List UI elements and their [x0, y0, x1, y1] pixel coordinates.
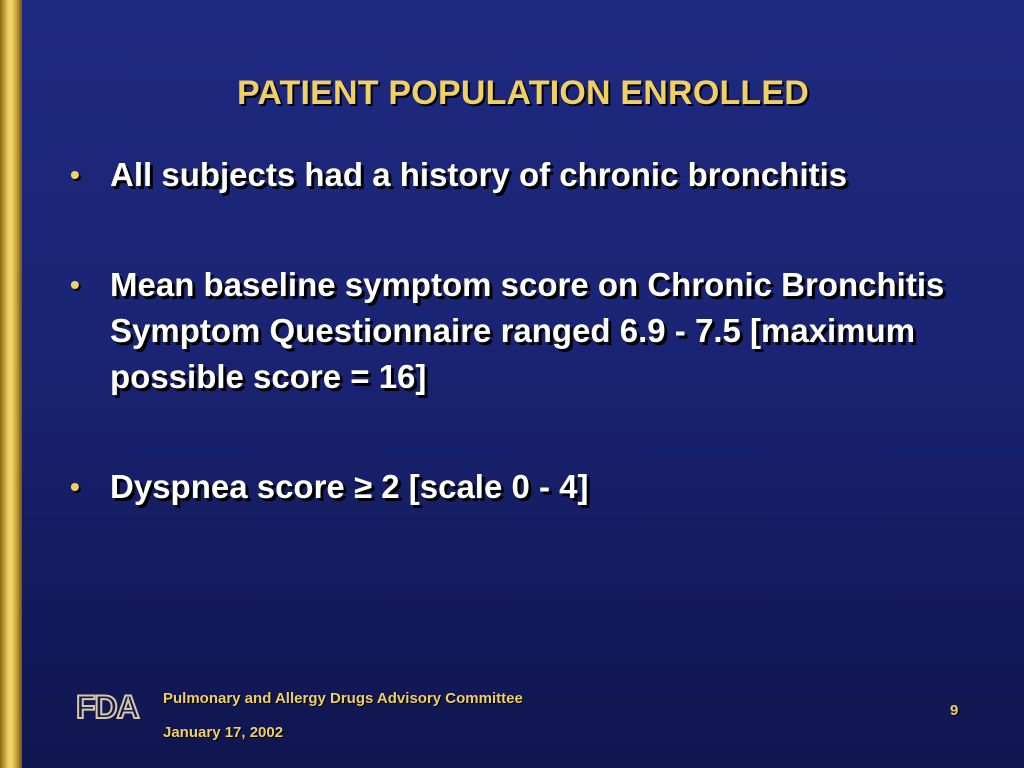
bullet-list: [70, 152, 970, 510]
bullet-dot-icon: •: [70, 471, 80, 502]
slide-title: PATIENT POPULATION ENROLLED: [236, 74, 810, 112]
bullet-text: All subjects had a history of chronic bronchitis: [110, 156, 848, 193]
accent-bar: [0, 0, 22, 768]
bullet-dot-icon: •: [70, 159, 80, 190]
bullet-item: [70, 464, 970, 510]
bullet-text: Mean baseline symptom score on Chronic Bronchitis Symptom Questionnaire ranged 6.9 - 7.5 [maximum possible score = 16]: [110, 266, 945, 395]
bullet-dot-icon: •: [70, 269, 80, 300]
bullet-text: Dyspnea score ≥ 2 [scale 0 - 4]: [110, 468, 589, 505]
page-number: 9: [950, 702, 959, 719]
bullet-item: [70, 262, 970, 400]
fda-logo-icon: [74, 689, 154, 723]
footer-date: January 17, 2002: [163, 724, 284, 741]
svg-text:FDA: FDA: [76, 689, 139, 723]
bullet-item: [70, 152, 970, 198]
footer-committee: Pulmonary and Allergy Drugs Advisory Committee: [163, 690, 523, 707]
